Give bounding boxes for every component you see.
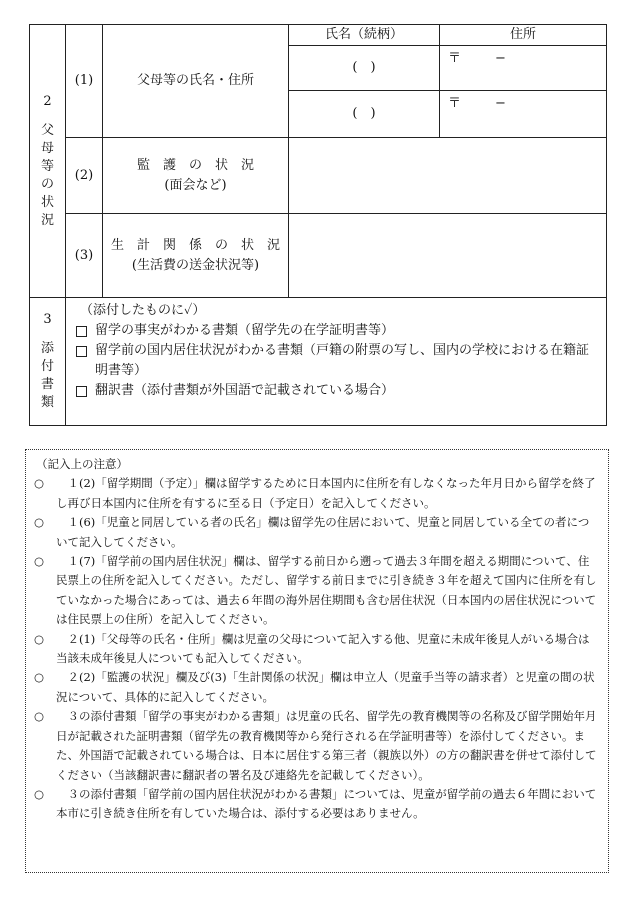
postal-dash-1: − [495, 51, 506, 66]
circle-bullet-icon: ○ [34, 554, 45, 569]
attachment-label: 留学前の国内居住状況がわかる書類（戸籍の附票の写し、国内の学校における在籍証明書等） [95, 343, 590, 378]
note-item [34, 785, 598, 824]
attachment-item-residence-proof[interactable] [74, 341, 606, 381]
parent-2-address-field[interactable] [440, 91, 607, 138]
circle-bullet-icon: ○ [34, 515, 45, 530]
circle-bullet-icon: ○ [34, 709, 45, 724]
attachment-label: 留学の事実がわかる書類（留学先の在学証明書等） [95, 323, 395, 338]
section-2-number: 2 [43, 93, 52, 109]
item-3-label [103, 214, 289, 298]
section-3-number: 3 [43, 312, 52, 327]
custody-status-field[interactable] [289, 138, 607, 214]
checkbox-icon[interactable] [76, 326, 87, 337]
section-2-title: 父母等の状況 [40, 122, 54, 228]
item-3-label-line2: (生活費の送金状況等) [131, 257, 260, 273]
parent-2-relationship-paren: ( ) [352, 106, 376, 121]
postal-dash-2: − [495, 96, 506, 111]
attachments-table [29, 297, 607, 426]
item-3-label-line1: 生 計 関 係 の 状 況 [110, 237, 280, 253]
notes-title: （記入上の注意） [36, 457, 128, 471]
item-2-label-line2: (面会など) [164, 177, 227, 193]
item-3-number: (3) [66, 214, 103, 298]
note-item [34, 513, 598, 552]
note-text: １(6)「児童と同居している者の氏名」欄は留学先の住居において、児童と同居している全ての者について記入してください。 [56, 515, 590, 549]
parent-1-relationship-paren: ( ) [352, 60, 376, 75]
header-name-relationship: 氏名（続柄） [289, 25, 440, 46]
entry-notes-box [25, 449, 609, 873]
checkbox-icon[interactable] [76, 386, 87, 397]
attachment-label: 翻訳書（添付書類が外国語で記載されている場合） [95, 383, 395, 398]
header-address: 住所 [440, 25, 607, 46]
note-text: ３の添付書類「留学の事実がわかる書類」は児童の氏名、留学先の教育機関等の名称及び留学開始年月日が記載された証明書類（留学先の教育機関等から発行される在学証明書等）を添付してください。また、外国語で記載されている場合は、日本に居住する第三者（親族以外）の方の翻訳書を併せて添付してください（当該翻訳書に翻訳者の署名及び連絡先を記載してください）。 [56, 709, 597, 782]
postal-mark-2: 〒 [448, 96, 462, 111]
circle-bullet-icon: ○ [34, 670, 45, 685]
note-text: １(7)「留学前の国内居住状況」欄は、留学する前日から遡って過去３年間を超える期間について、住民票上の住所を記入してください。ただし、留学する前日までに引き続き３年を超えて国内に住所を有していなかった場合にあっては、過去６年間の海外居住期間も含む居住状況（日本国内の居住状況については住民票上の住所）を記入してください。 [56, 554, 597, 627]
note-item [34, 474, 598, 513]
note-item [34, 707, 598, 785]
item-2-number: (2) [66, 138, 103, 214]
parent-2-name-field[interactable] [289, 91, 440, 138]
parents-and-attachments-form [29, 24, 606, 427]
section-3-heading [30, 298, 66, 426]
circle-bullet-icon: ○ [34, 786, 45, 801]
note-text: ３の添付書類「留学前の国内居住状況がわかる書類」については、児童が留学前の過去６年間において本市に引き続き住所を有していた場合は、添付する必要はありません。 [56, 786, 597, 821]
attachments-checklist [66, 298, 607, 426]
note-item [34, 630, 598, 669]
note-text: ２(1)「父母等の氏名・住所」欄は児童の父母について記入する他、児童に未成年後見人がいる場合は当該未成年後見人についても記入してください。 [56, 631, 590, 666]
note-item [34, 668, 598, 707]
circle-bullet-icon: ○ [34, 631, 45, 646]
section-3-title: 添付書類 [40, 341, 54, 410]
attachment-item-translation[interactable] [74, 381, 606, 401]
attachment-item-study-proof[interactable] [74, 321, 606, 341]
item-1-label: 父母等の氏名・住所 [103, 25, 289, 138]
item-1-number: (1) [66, 25, 103, 138]
parent-1-address-field[interactable] [440, 46, 607, 91]
circle-bullet-icon: ○ [34, 476, 45, 491]
parent-1-name-field[interactable] [289, 46, 440, 91]
item-2-label [103, 138, 289, 214]
section-2-heading [30, 25, 66, 298]
note-text: １(2)「留学期間（予定）」欄は留学するために日本国内に住所を有しなくなった年月日から留学を終了し再び日本国内に住所を有するに至る日（予定日）を記入してください。 [56, 476, 596, 510]
attachments-instruction: （添付したものに✓） [80, 303, 206, 318]
livelihood-status-field[interactable] [289, 214, 607, 298]
form-table [29, 24, 607, 298]
postal-mark-1: 〒 [448, 51, 462, 66]
item-2-label-line1: 監 護 の 状 況 [136, 157, 254, 173]
note-text: ２(2)「監護の状況」欄及び(3)「生計関係の状況」欄は申立人（児童手当等の請求者）と児童の間の状況について、具体的に記入してください。 [56, 670, 595, 704]
note-item [34, 552, 598, 630]
checkbox-icon[interactable] [76, 346, 87, 357]
